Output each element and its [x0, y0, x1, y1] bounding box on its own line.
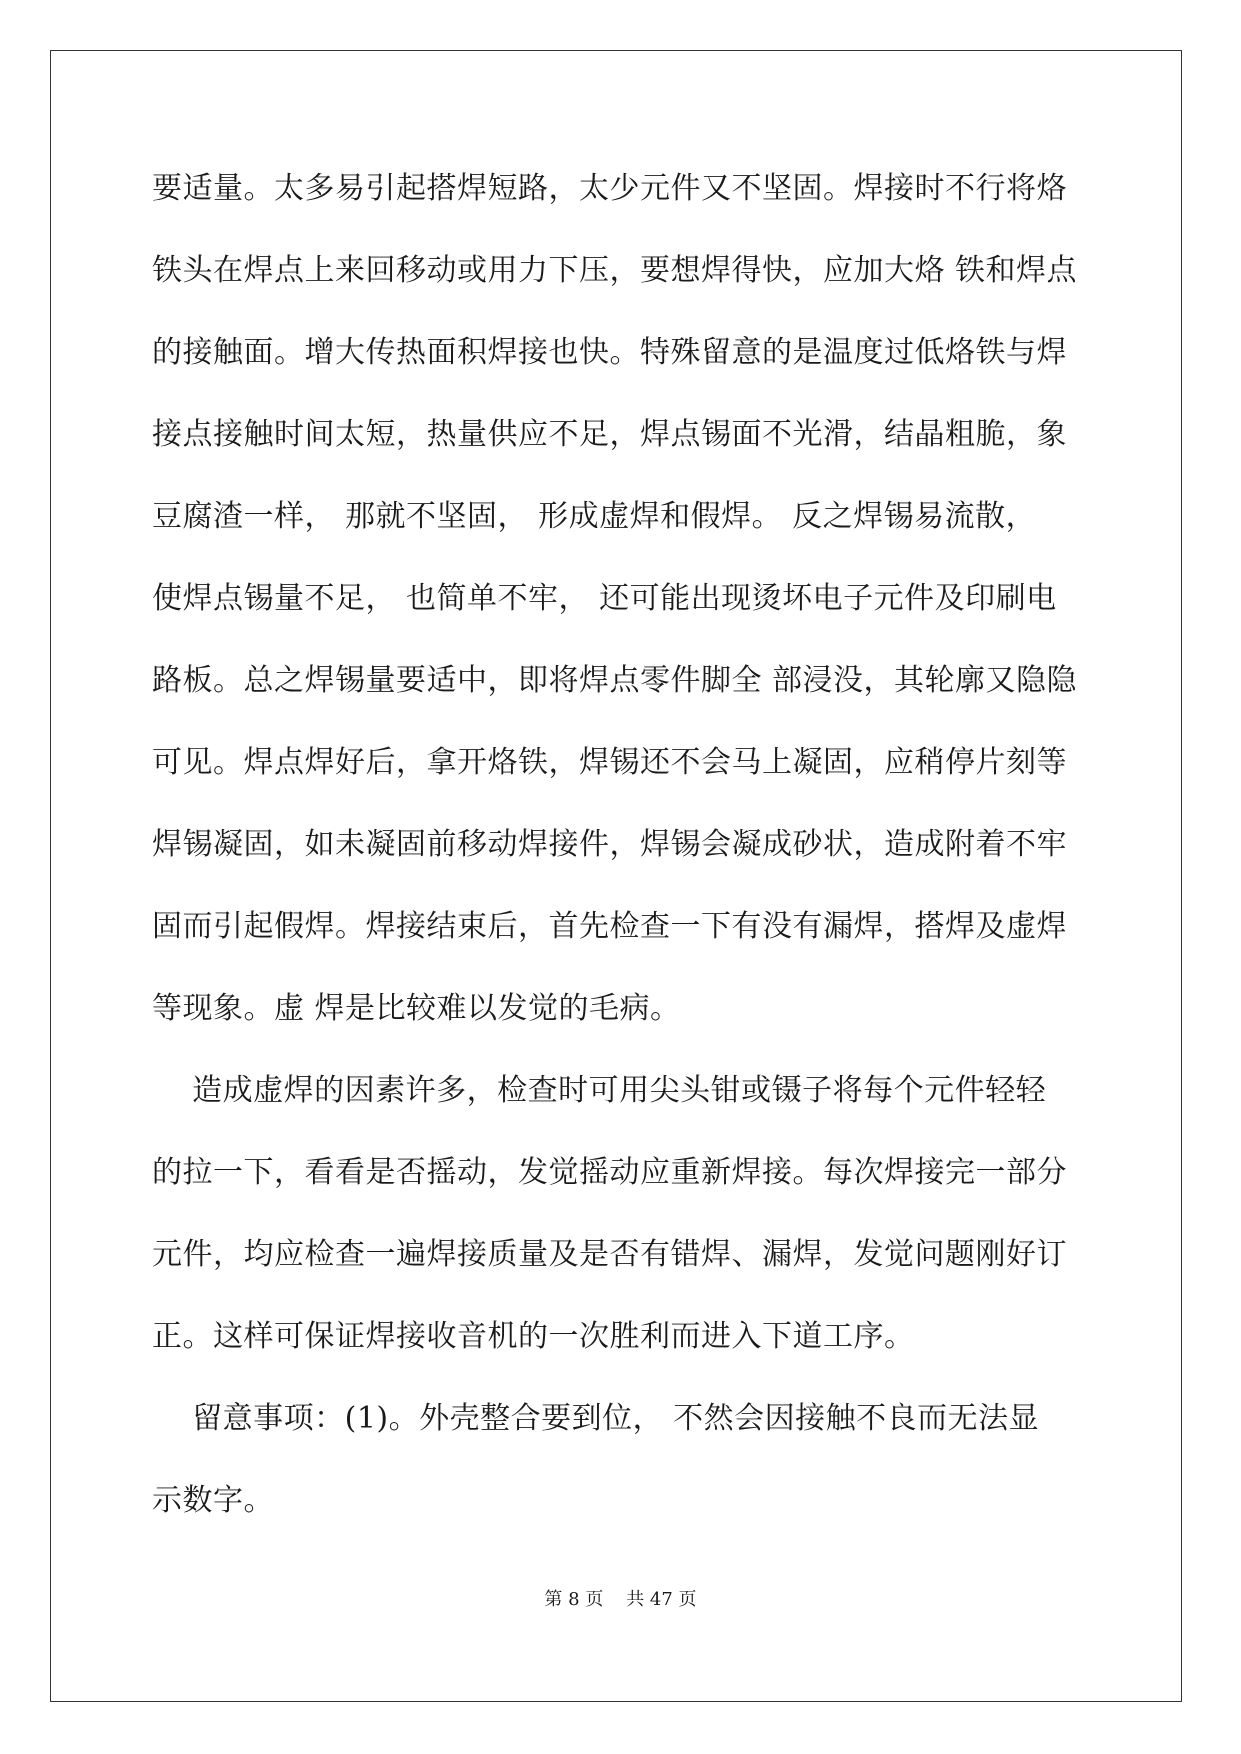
paragraph-start-line: 造成虚焊的因素许多，检查时可用尖头钳或镊子将每个元件轻轻 [152, 1073, 1047, 1108]
text-line: 路板。总之焊锡量要适中，即将焊点零件脚全 部浸没，其轮廓又隐隐 [152, 663, 1078, 698]
text-line: 焊锡凝固，如未凝固前移动焊接件，焊锡会凝成砂状，造成附着不牢 [152, 827, 1067, 862]
text-line: 正。这样可保证焊接收音机的一次胜利而进入下道工序。 [152, 1319, 915, 1354]
text-line: 要适量。太多易引起搭焊短路，太少元件又不坚固。焊接时不行将烙 [152, 171, 1067, 206]
text-line: 可见。焊点焊好后，拿开烙铁，焊锡还不会马上凝固，应稍停片刻等 [152, 745, 1067, 780]
page-number-footer: 第 8 页 共 47 页 [544, 1589, 697, 1610]
text-line: 铁头在焊点上来回移动或用力下压，要想焊得快，应加大烙 铁和焊点 [152, 253, 1078, 288]
paragraph-start-line: 留意事项：(1)。外壳整合要到位， 不然会因接触不良而无法显 [152, 1401, 1040, 1436]
document-body [152, 163, 1087, 1557]
text-line: 的拉一下，看看是否摇动，发觉摇动应重新焊接。每次焊接完一部分 [152, 1155, 1067, 1190]
text-line: 元件，均应检查一遍焊接质量及是否有错焊、漏焊，发觉问题刚好订 [152, 1237, 1067, 1272]
text-line: 等现象。虚 焊是比较难以发觉的毛病。 [152, 991, 681, 1026]
text-line: 示数字。 [152, 1483, 274, 1518]
text-line: 接点接触时间太短，热量供应不足，焊点锡面不光滑，结晶粗脆，象 [152, 417, 1067, 452]
text-line: 豆腐渣一样， 那就不坚固， 形成虚焊和假焊。 反之焊锡易流散， [152, 499, 1037, 534]
text-line: 的接触面。增大传热面积焊接也快。特殊留意的是温度过低烙铁与焊 [152, 335, 1067, 370]
text-line: 固而引起假焊。焊接结束后，首先检查一下有没有漏焊，搭焊及虚焊 [152, 909, 1067, 944]
text-line: 使焊点锡量不足， 也简单不牢， 还可能出现烫坏电子元件及印刷电 [152, 581, 1057, 616]
